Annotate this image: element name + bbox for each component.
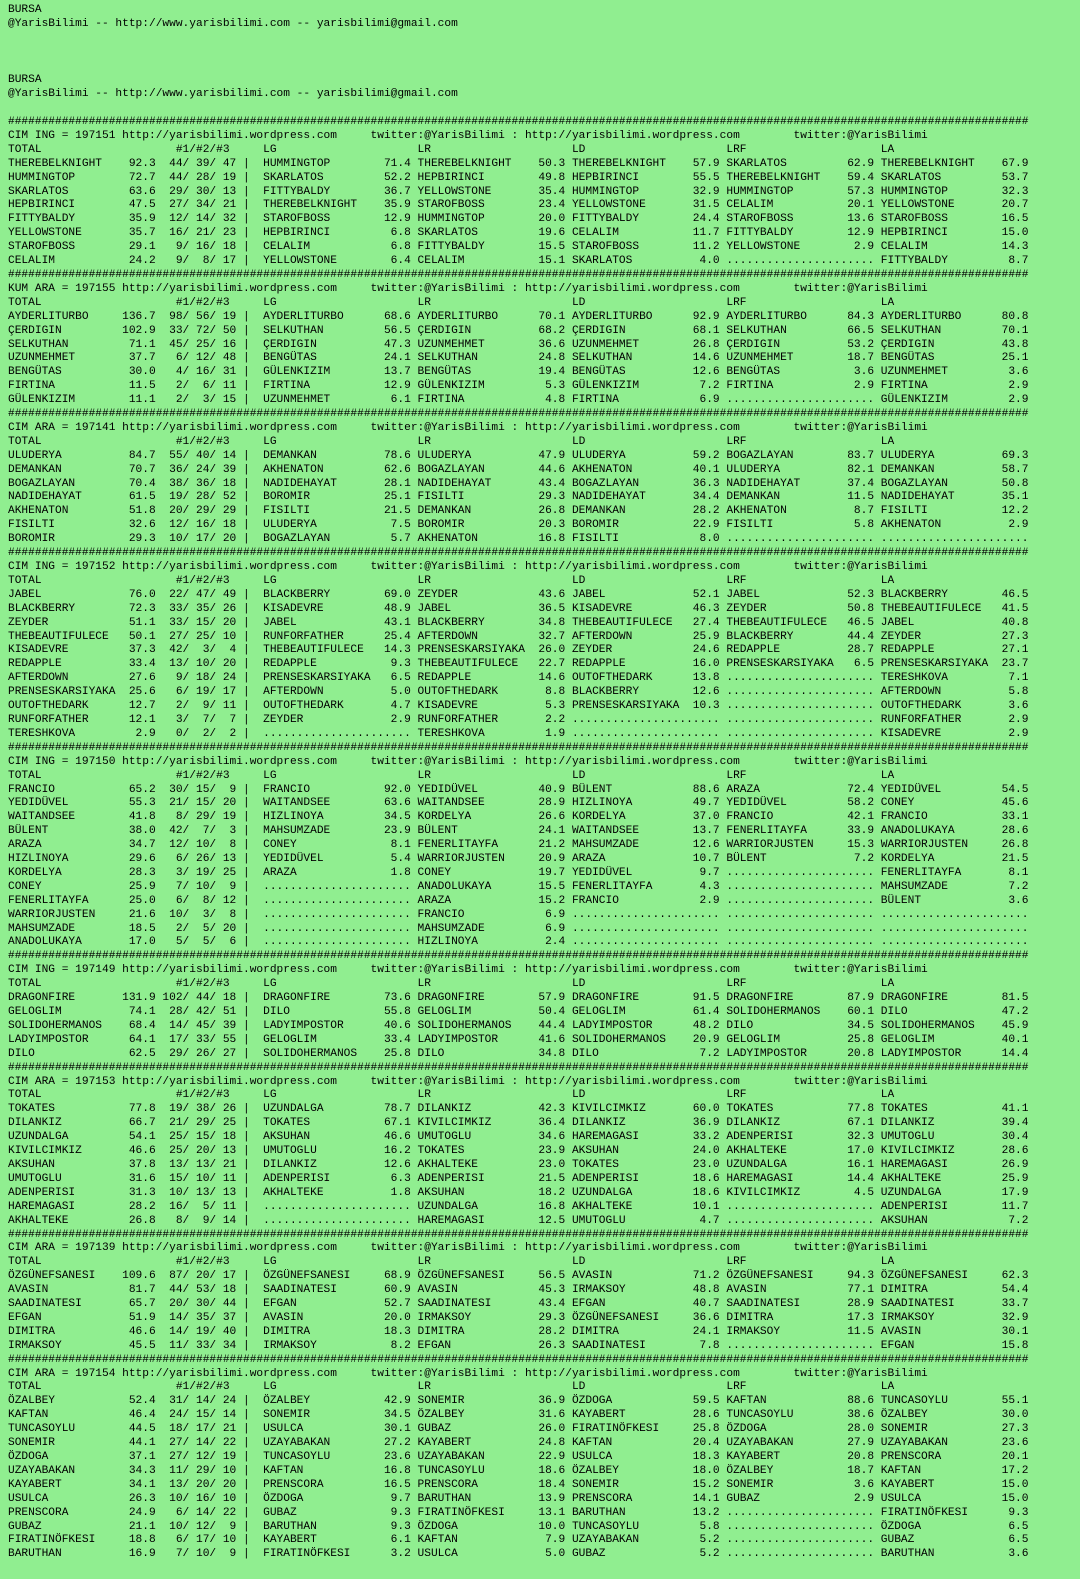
report-row: AVASIN 81.7 44/ 53/ 18 | SAADINATESI 60.9 AVASIN 45.3 IRMAKSOY 48.8 AVASIN 77.1 DIMITRA 54.4 bbox=[8, 1284, 1029, 1297]
race-header: CIM ING = 197151 http://yarisbilimi.wordpress.com twitter:@YarisBilimi : http://yarisbilimi.wordpress.com twitter:@YarisBilimi bbox=[8, 129, 928, 142]
section-separator: ######################################################################################################################################################## bbox=[8, 1353, 1029, 1366]
report-row: KAYABERT 34.1 13/ 20/ 20 | PRENSCORA 16.5 PRENSCORA 18.4 SONEMIR 15.2 SONEMIR 3.6 KAYABERT 15.0 bbox=[8, 1478, 1029, 1491]
report-row: TERESHKOVA 2.9 0/ 2/ 2 | ...................... TERESHKOVA 1.9 ...................... ...................... KISADEVRE 2.9 bbox=[8, 727, 1029, 740]
report-row: JABEL 76.0 22/ 47/ 49 | BLACKBERRY 69.0 ZEYDER 43.6 JABEL 52.1 JABEL 52.3 BLACKBERRY 46.5 bbox=[8, 588, 1029, 601]
report-row: YELLOWSTONE 35.7 16/ 21/ 23 | HEPBIRINCI 6.8 SKARLATOS 19.6 CELALIM 11.7 FITTYBALDY 12.9 HEPBIRINCI 15.0 bbox=[8, 227, 1029, 240]
column-headers: TOTAL #1/#2/#3 LG LR LD LRF LA bbox=[8, 296, 895, 309]
report-row: UZAYABAKAN 34.3 11/ 29/ 10 | KAFTAN 16.8 TUNCASOYLU 18.6 ÖZALBEY 18.0 ÖZALBEY 18.7 KAFTAN 17.2 bbox=[8, 1464, 1029, 1477]
report-row: EFGAN 51.9 14/ 35/ 37 | AVASIN 20.0 IRMAKSOY 29.3 ÖZGÜNEFSANESI 36.6 DIMITRA 17.3 IRMAKSOY 32.9 bbox=[8, 1311, 1029, 1324]
report-row: TOKATES 77.8 19/ 38/ 26 | UZUNDALGA 78.7 DILANKIZ 42.3 KIVILCIMKIZ 60.0 TOKATES 77.8 TOKATES 41.1 bbox=[8, 1103, 1029, 1116]
report-row: SOLIDOHERMANOS 68.4 14/ 45/ 39 | LADYIMPOSTOR 40.6 SOLIDOHERMANOS 44.4 LADYIMPOSTOR 48.2 DILO 34.5 SOLIDOHERMANOS 45.9 bbox=[8, 1019, 1029, 1032]
report-row: ZEYDER 51.1 33/ 15/ 20 | JABEL 43.1 BLACKBERRY 34.8 THEBEAUTIFULECE 27.4 THEBEAUTIFULECE 46.5 JABEL 40.8 bbox=[8, 616, 1029, 629]
column-headers: TOTAL #1/#2/#3 LG LR LD LRF LA bbox=[8, 978, 895, 991]
report-row: CELALIM 24.2 9/ 8/ 17 | YELLOWSTONE 6.4 CELALIM 15.1 SKARLATOS 4.0 ...................... FITTYBALDY 8.7 bbox=[8, 255, 1029, 268]
report-row: FENERLITAYFA 25.0 6/ 8/ 12 | ...................... ARAZA 15.2 FRANCIO 2.9 ...................... BÜLENT 3.6 bbox=[8, 894, 1029, 907]
contact-line: @YarisBilimi -- http://www.yarisbilimi.com -- yarisbilimi@gmail.com bbox=[8, 87, 458, 100]
column-headers: TOTAL #1/#2/#3 LG LR LD LRF LA bbox=[8, 1089, 895, 1102]
report-row: GÜLENKIZIM 11.1 2/ 3/ 15 | UZUNMEHMET 6.1 FIRTINA 4.8 FIRTINA 6.9 ...................... GÜLENKIZIM 2.9 bbox=[8, 394, 1029, 407]
report-row: KISADEVRE 37.3 42/ 3/ 4 | THEBEAUTIFULECE 14.3 PRENSESKARSIYAKA 26.0 ZEYDER 24.6 REDAPPLE 28.7 REDAPPLE 27.1 bbox=[8, 644, 1029, 657]
header-block-2 bbox=[8, 74, 458, 102]
report-row: BARUTHAN 16.9 7/ 10/ 9 | FIRATINÖFKESI 3.2 USULCA 5.0 GUBAZ 5.2 ...................... BARUTHAN 3.6 bbox=[8, 1548, 1029, 1561]
section-separator: ######################################################################################################################################################## bbox=[8, 268, 1029, 281]
report-row: ÇERDIGIN 102.9 33/ 72/ 50 | SELKUTHAN 56.5 ÇERDIGIN 68.2 ÇERDIGIN 68.1 SELKUTHAN 66.5 SELKUTHAN 70.1 bbox=[8, 324, 1029, 337]
report-row: OUTOFTHEDARK 12.7 2/ 9/ 11 | OUTOFTHEDARK 4.7 KISADEVRE 5.3 PRENSESKARSIYAKA 10.3 ...................... OUTOFTHEDARK 3.6 bbox=[8, 700, 1029, 713]
race-header: CIM ARA = 197154 http://yarisbilimi.wordpress.com twitter:@YarisBilimi : http://yarisbilimi.wordpress.com twitter:@YarisBilimi bbox=[8, 1367, 928, 1380]
report-row: UZUNMEHMET 37.7 6/ 12/ 48 | BENGÜTAS 24.1 SELKUTHAN 24.8 SELKUTHAN 14.6 UZUNMEHMET 18.7 BENGÜTAS 25.1 bbox=[8, 352, 1029, 365]
report-row: HUMMINGTOP 72.7 44/ 28/ 19 | SKARLATOS 52.2 HEPBIRINCI 49.8 HEPBIRINCI 55.5 THEREBELKNIGHT 59.4 SKARLATOS 53.7 bbox=[8, 171, 1029, 184]
report-row: BOGAZLAYAN 70.4 38/ 36/ 18 | NADIDEHAYAT 28.1 NADIDEHAYAT 43.4 BOGAZLAYAN 36.3 NADIDEHAYAT 37.4 BOGAZLAYAN 50.8 bbox=[8, 477, 1029, 490]
report-row: AYDERLITURBO 136.7 98/ 56/ 19 | AYDERLITURBO 68.6 AYDERLITURBO 70.1 AYDERLITURBO 92.9 AYDERLITURBO 84.3 AYDERLITURBO 80.8 bbox=[8, 310, 1029, 323]
report-row: THEBEAUTIFULECE 50.1 27/ 25/ 10 | RUNFORFATHER 25.4 AFTERDOWN 32.7 AFTERDOWN 25.9 BLACKBERRY 44.4 ZEYDER 27.3 bbox=[8, 630, 1029, 643]
report-row: NADIDEHAYAT 61.5 19/ 28/ 52 | BOROMIR 25.1 FISILTI 29.3 NADIDEHAYAT 34.4 DEMANKAN 11.5 NADIDEHAYAT 35.1 bbox=[8, 491, 1029, 504]
race-header: CIM ARA = 197141 http://yarisbilimi.wordpress.com twitter:@YarisBilimi : http://yarisbilimi.wordpress.com twitter:@YarisBilimi bbox=[8, 421, 928, 434]
report-row: KAFTAN 46.4 24/ 15/ 14 | SONEMIR 34.5 ÖZALBEY 31.6 KAYABERT 28.6 TUNCASOYLU 38.6 ÖZALBEY 30.0 bbox=[8, 1409, 1029, 1422]
column-headers: TOTAL #1/#2/#3 LG LR LD LRF LA bbox=[8, 435, 895, 448]
report-row: FIRTINA 11.5 2/ 6/ 11 | FIRTINA 12.9 GÜLENKIZIM 5.3 GÜLENKIZIM 7.2 FIRTINA 2.9 FIRTINA 2.9 bbox=[8, 380, 1029, 393]
report-row: ULUDERYA 84.7 55/ 40/ 14 | DEMANKAN 78.6 ULUDERYA 47.9 ULUDERYA 59.2 BOGAZLAYAN 83.7 ULUDERYA 69.3 bbox=[8, 449, 1029, 462]
report-row: AKHENATON 51.8 20/ 29/ 29 | FISILTI 21.5 DEMANKAN 26.8 DEMANKAN 28.2 AKHENATON 8.7 FISILTI 12.2 bbox=[8, 505, 1029, 518]
column-headers: TOTAL #1/#2/#3 LG LR LD LRF LA bbox=[8, 574, 895, 587]
report-row: HIZLINOYA 29.6 6/ 26/ 13 | YEDIDÜVEL 5.4 WARRIORJUSTEN 20.9 ARAZA 10.7 BÜLENT 7.2 KORDELYA 21.5 bbox=[8, 853, 1029, 866]
report-row: BOROMIR 29.3 10/ 17/ 20 | BOGAZLAYAN 5.7 AKHENATON 16.8 FISILTI 8.0 ...................... ...................... bbox=[8, 533, 1029, 546]
report-row: USULCA 26.3 10/ 16/ 10 | ÖZDOGA 9.7 BARUTHAN 13.9 PRENSCORA 14.1 GUBAZ 2.9 USULCA 15.0 bbox=[8, 1492, 1029, 1505]
report-row: RUNFORFATHER 12.1 3/ 7/ 7 | ZEYDER 2.9 RUNFORFATHER 2.2 ...................... ...................... RUNFORFATHER 2.9 bbox=[8, 713, 1029, 726]
report-row: DIMITRA 46.6 14/ 19/ 40 | DIMITRA 18.3 DIMITRA 28.2 DIMITRA 24.1 IRMAKSOY 11.5 AVASIN 30.1 bbox=[8, 1325, 1029, 1338]
report-row: REDAPPLE 33.4 13/ 10/ 20 | REDAPPLE 9.3 THEBEAUTIFULECE 22.7 REDAPPLE 16.0 PRENSESKARSIYAKA 6.5 PRENSESKARSIYAKA 23.7 bbox=[8, 658, 1029, 671]
report-row: ANADOLUKAYA 17.0 5/ 5/ 6 | ...................... HIZLINOYA 2.4 ...................... ...................... ...................... bbox=[8, 936, 1029, 949]
column-headers: TOTAL #1/#2/#3 LG LR LD LRF LA bbox=[8, 769, 895, 782]
report-row: LADYIMPOSTOR 64.1 17/ 33/ 55 | GELOGLIM 33.4 LADYIMPOSTOR 41.6 SOLIDOHERMANOS 20.9 GELOGLIM 25.8 GELOGLIM 40.1 bbox=[8, 1033, 1029, 1046]
contact-line: @YarisBilimi -- http://www.yarisbilimi.com -- yarisbilimi@gmail.com bbox=[8, 17, 458, 30]
report-row: YEDIDÜVEL 55.3 21/ 15/ 20 | WAITANDSEE 63.6 WAITANDSEE 28.9 HIZLINOYA 49.7 YEDIDÜVEL 58.2 CONEY 45.6 bbox=[8, 797, 1029, 810]
report-row: FITTYBALDY 35.9 12/ 14/ 32 | STAROFBOSS 12.9 HUMMINGTOP 20.0 FITTYBALDY 24.4 STAROFBOSS 13.6 STAROFBOSS 16.5 bbox=[8, 213, 1029, 226]
city-title: BURSA bbox=[8, 74, 42, 86]
report-row: BÜLENT 38.0 42/ 7/ 3 | MAHSUMZADE 23.9 BÜLENT 24.1 WAITANDSEE 13.7 FENERLITAYFA 33.9 ANADOLUKAYA 28.6 bbox=[8, 825, 1029, 838]
header-block-1 bbox=[8, 4, 458, 32]
report-row: ARAZA 34.7 12/ 10/ 8 | CONEY 8.1 FENERLITAYFA 21.2 MAHSUMZADE 12.6 WARRIORJUSTEN 15.3 WARRIORJUSTEN 26.8 bbox=[8, 839, 1029, 852]
column-headers: TOTAL #1/#2/#3 LG LR LD LRF LA bbox=[8, 143, 895, 156]
race-header: CIM ING = 197150 http://yarisbilimi.wordpress.com twitter:@YarisBilimi : http://yarisbilimi.wordpress.com twitter:@YarisBilimi bbox=[8, 755, 928, 768]
report-row: DRAGONFIRE 131.9 102/ 44/ 18 | DRAGONFIRE 73.6 DRAGONFIRE 57.9 DRAGONFIRE 91.5 DRAGONFIRE 87.9 DRAGONFIRE 81.5 bbox=[8, 992, 1029, 1005]
report-row: STAROFBOSS 29.1 9/ 16/ 18 | CELALIM 6.8 FITTYBALDY 15.5 STAROFBOSS 11.2 YELLOWSTONE 2.9 CELALIM 14.3 bbox=[8, 241, 1029, 254]
report-row: BENGÜTAS 30.0 4/ 16/ 31 | GÜLENKIZIM 13.7 BENGÜTAS 19.4 BENGÜTAS 12.6 BENGÜTAS 3.6 UZUNMEHMET 3.6 bbox=[8, 366, 1029, 379]
report-row: SELKUTHAN 71.1 45/ 25/ 16 | ÇERDIGIN 47.3 UZUNMEHMET 36.6 UZUNMEHMET 26.8 ÇERDIGIN 53.2 ÇERDIGIN 43.8 bbox=[8, 338, 1029, 351]
section-separator: ######################################################################################################################################################## bbox=[8, 408, 1029, 421]
report-row: HAREMAGASI 28.2 16/ 5/ 11 | ...................... UZUNDALGA 16.8 AKHALTEKE 10.1 ...................... ADENPERISI 11.7 bbox=[8, 1200, 1029, 1213]
race-header: CIM ING = 197152 http://yarisbilimi.wordpress.com twitter:@YarisBilimi : http://yarisbilimi.wordpress.com twitter:@YarisBilimi bbox=[8, 561, 928, 573]
report-row: DILO 62.5 29/ 26/ 27 | SOLIDOHERMANOS 25.8 DILO 34.8 DILO 7.2 LADYIMPOSTOR 20.8 LADYIMPOSTOR 14.4 bbox=[8, 1047, 1029, 1060]
report-row: AKHALTEKE 26.8 8/ 9/ 14 | ...................... HAREMAGASI 12.5 UMUTOGLU 4.7 ...................... AKSUHAN 7.2 bbox=[8, 1214, 1029, 1227]
report-row: FISILTI 32.6 12/ 16/ 18 | ULUDERYA 7.5 BOROMIR 20.3 BOROMIR 22.9 FISILTI 5.8 AKHENATON 2.9 bbox=[8, 519, 1029, 532]
section-separator: ######################################################################################################################################################## bbox=[8, 741, 1029, 754]
section-separator: ######################################################################################################################################################## bbox=[8, 950, 1029, 963]
race-header: CIM ARA = 197139 http://yarisbilimi.wordpress.com twitter:@YarisBilimi : http://yarisbilimi.wordpress.com twitter:@YarisBilimi bbox=[8, 1242, 928, 1255]
race-statistics-report bbox=[8, 116, 1028, 1562]
report-row: ADENPERISI 31.3 10/ 13/ 13 | AKHALTEKE 1.8 AKSUHAN 18.2 UZUNDALGA 18.6 KIVILCIMKIZ 4.5 UZUNDALGA 17.9 bbox=[8, 1186, 1029, 1199]
race-header: CIM ING = 197149 http://yarisbilimi.wordpress.com twitter:@YarisBilimi : http://yarisbilimi.wordpress.com twitter:@YarisBilimi bbox=[8, 964, 928, 977]
report-row: AKSUHAN 37.8 13/ 13/ 21 | DILANKIZ 12.6 AKHALTEKE 23.0 TOKATES 23.0 UZUNDALGA 16.1 HAREMAGASI 26.9 bbox=[8, 1158, 1029, 1171]
report-row: GELOGLIM 74.1 28/ 42/ 51 | DILO 55.8 GELOGLIM 50.4 GELOGLIM 61.4 SOLIDOHERMANOS 60.1 DILO 47.2 bbox=[8, 1006, 1029, 1018]
section-separator: ######################################################################################################################################################## bbox=[8, 547, 1029, 560]
report-row: FRANCIO 65.2 30/ 15/ 9 | FRANCIO 92.0 YEDIDÜVEL 40.9 BÜLENT 88.6 ARAZA 72.4 YEDIDÜVEL 54.5 bbox=[8, 783, 1029, 796]
report-row: THEREBELKNIGHT 92.3 44/ 39/ 47 | HUMMINGTOP 71.4 THEREBELKNIGHT 50.3 THEREBELKNIGHT 57.9 SKARLATOS 62.9 THEREBELKNIGHT 67.9 bbox=[8, 157, 1029, 170]
report-row: GUBAZ 21.1 10/ 12/ 9 | BARUTHAN 9.3 ÖZDOGA 10.0 TUNCASOYLU 5.8 ...................... ÖZDOGA 6.5 bbox=[8, 1520, 1029, 1533]
report-row: TUNCASOYLU 44.5 18/ 17/ 21 | USULCA 30.1 GUBAZ 26.0 FIRATINÖFKESI 25.8 ÖZDOGA 28.0 SONEMIR 27.3 bbox=[8, 1423, 1029, 1436]
report-row: PRENSESKARSIYAKA 25.6 6/ 19/ 17 | AFTERDOWN 5.0 OUTOFTHEDARK 8.8 BLACKBERRY 12.6 ...................... AFTERDOWN 5.8 bbox=[8, 686, 1029, 699]
report-row: ÖZGÜNEFSANESI 109.6 87/ 20/ 17 | ÖZGÜNEFSANESI 68.9 ÖZGÜNEFSANESI 56.5 AVASIN 71.2 ÖZGÜNEFSANESI 94.3 ÖZGÜNEFSANESI 62.3 bbox=[8, 1270, 1029, 1283]
section-separator: ######################################################################################################################################################## bbox=[8, 116, 1029, 128]
report-row: SONEMIR 44.1 27/ 14/ 22 | UZAYABAKAN 27.2 KAYABERT 24.8 KAFTAN 20.4 UZAYABAKAN 27.9 UZAYABAKAN 23.6 bbox=[8, 1437, 1029, 1450]
race-header: CIM ARA = 197153 http://yarisbilimi.wordpress.com twitter:@YarisBilimi : http://yarisbilimi.wordpress.com twitter:@YarisBilimi bbox=[8, 1075, 928, 1088]
report-row: WAITANDSEE 41.8 8/ 29/ 19 | HIZLINOYA 34.5 KORDELYA 26.6 KORDELYA 37.0 FRANCIO 42.1 FRANCIO 33.1 bbox=[8, 811, 1029, 824]
report-row: SAADINATESI 65.7 20/ 30/ 44 | EFGAN 52.7 SAADINATESI 43.4 EFGAN 40.7 SAADINATESI 28.9 SAADINATESI 33.7 bbox=[8, 1298, 1029, 1311]
report-row: BLACKBERRY 72.3 33/ 35/ 26 | KISADEVRE 48.9 JABEL 36.5 KISADEVRE 46.3 ZEYDER 50.8 THEBEAUTIFULECE 41.5 bbox=[8, 602, 1029, 615]
column-headers: TOTAL #1/#2/#3 LG LR LD LRF LA bbox=[8, 1381, 895, 1394]
report-row: AFTERDOWN 27.6 9/ 18/ 24 | PRENSESKARSIYAKA 6.5 REDAPPLE 14.6 OUTOFTHEDARK 13.8 ...................... TERESHKOVA 7.1 bbox=[8, 672, 1029, 685]
report-row: SKARLATOS 63.6 29/ 30/ 13 | FITTYBALDY 36.7 YELLOWSTONE 35.4 HUMMINGTOP 32.9 HUMMINGTOP 57.3 HUMMINGTOP 32.3 bbox=[8, 185, 1029, 198]
column-headers: TOTAL #1/#2/#3 LG LR LD LRF LA bbox=[8, 1256, 895, 1269]
report-row: KORDELYA 28.3 3/ 19/ 25 | ARAZA 1.8 CONEY 19.7 YEDIDÜVEL 9.7 ...................... FENERLITAYFA 8.1 bbox=[8, 866, 1029, 879]
section-separator: ######################################################################################################################################################## bbox=[8, 1061, 1029, 1074]
city-title: BURSA bbox=[8, 4, 42, 16]
report-row: IRMAKSOY 45.5 11/ 33/ 34 | IRMAKSOY 8.2 EFGAN 26.3 SAADINATESI 7.8 ...................... EFGAN 15.8 bbox=[8, 1339, 1029, 1352]
report-row: ÖZDOGA 37.1 27/ 12/ 19 | TUNCASOYLU 23.6 UZAYABAKAN 22.9 USULCA 18.3 KAYABERT 20.8 PRENSCORA 20.1 bbox=[8, 1451, 1029, 1463]
report-row: WARRIORJUSTEN 21.6 10/ 3/ 8 | ...................... FRANCIO 6.9 ...................... ...................... ...................... bbox=[8, 908, 1029, 921]
report-row: UMUTOGLU 31.6 15/ 10/ 11 | ADENPERISI 6.3 ADENPERISI 21.5 ADENPERISI 18.6 HAREMAGASI 14.4 AKHALTEKE 25.9 bbox=[8, 1172, 1029, 1185]
report-row: KIVILCIMKIZ 46.6 25/ 20/ 13 | UMUTOGLU 16.2 TOKATES 23.9 AKSUHAN 24.0 AKHALTEKE 17.0 KIVILCIMKIZ 28.6 bbox=[8, 1145, 1029, 1158]
report-row: HEPBIRINCI 47.5 27/ 34/ 21 | THEREBELKNIGHT 35.9 STAROFBOSS 23.4 YELLOWSTONE 31.5 CELALIM 20.1 YELLOWSTONE 20.7 bbox=[8, 199, 1029, 212]
section-separator: ######################################################################################################################################################## bbox=[8, 1228, 1029, 1241]
report-row: ÖZALBEY 52.4 31/ 14/ 24 | ÖZALBEY 42.9 SONEMIR 36.9 ÖZDOGA 59.5 KAFTAN 88.6 TUNCASOYLU 55.1 bbox=[8, 1395, 1029, 1408]
report-row: FIRATINÖFKESI 18.8 6/ 17/ 10 | KAYABERT 6.1 KAFTAN 7.9 UZAYABAKAN 5.2 ...................... GUBAZ 6.5 bbox=[8, 1534, 1029, 1547]
race-header: KUM ARA = 197155 http://yarisbilimi.wordpress.com twitter:@YarisBilimi : http://yarisbilimi.wordpress.com twitter:@YarisBilimi bbox=[8, 282, 928, 295]
report-row: DILANKIZ 66.7 21/ 29/ 25 | TOKATES 67.1 KIVILCIMKIZ 36.4 DILANKIZ 36.9 DILANKIZ 67.1 DILANKIZ 39.4 bbox=[8, 1117, 1029, 1130]
report-row: DEMANKAN 70.7 36/ 24/ 39 | AKHENATON 62.6 BOGAZLAYAN 44.6 AKHENATON 40.1 ULUDERYA 82.1 DEMANKAN 58.7 bbox=[8, 463, 1029, 476]
report-row: CONEY 25.9 7/ 10/ 9 | ...................... ANADOLUKAYA 15.5 FENERLITAYFA 4.3 ...................... MAHSUMZADE 7.2 bbox=[8, 880, 1029, 893]
report-row: PRENSCORA 24.9 6/ 14/ 22 | GUBAZ 9.3 FIRATINÖFKESI 13.1 BARUTHAN 13.2 ...................... FIRATINÖFKESI 9.3 bbox=[8, 1506, 1029, 1519]
report-row: UZUNDALGA 54.1 25/ 15/ 18 | AKSUHAN 46.6 UMUTOGLU 34.6 HAREMAGASI 33.2 ADENPERISI 32.3 UMUTOGLU 30.4 bbox=[8, 1131, 1029, 1144]
report-row: MAHSUMZADE 18.5 2/ 5/ 20 | ...................... MAHSUMZADE 6.9 ...................... ...................... ...................... bbox=[8, 922, 1029, 935]
